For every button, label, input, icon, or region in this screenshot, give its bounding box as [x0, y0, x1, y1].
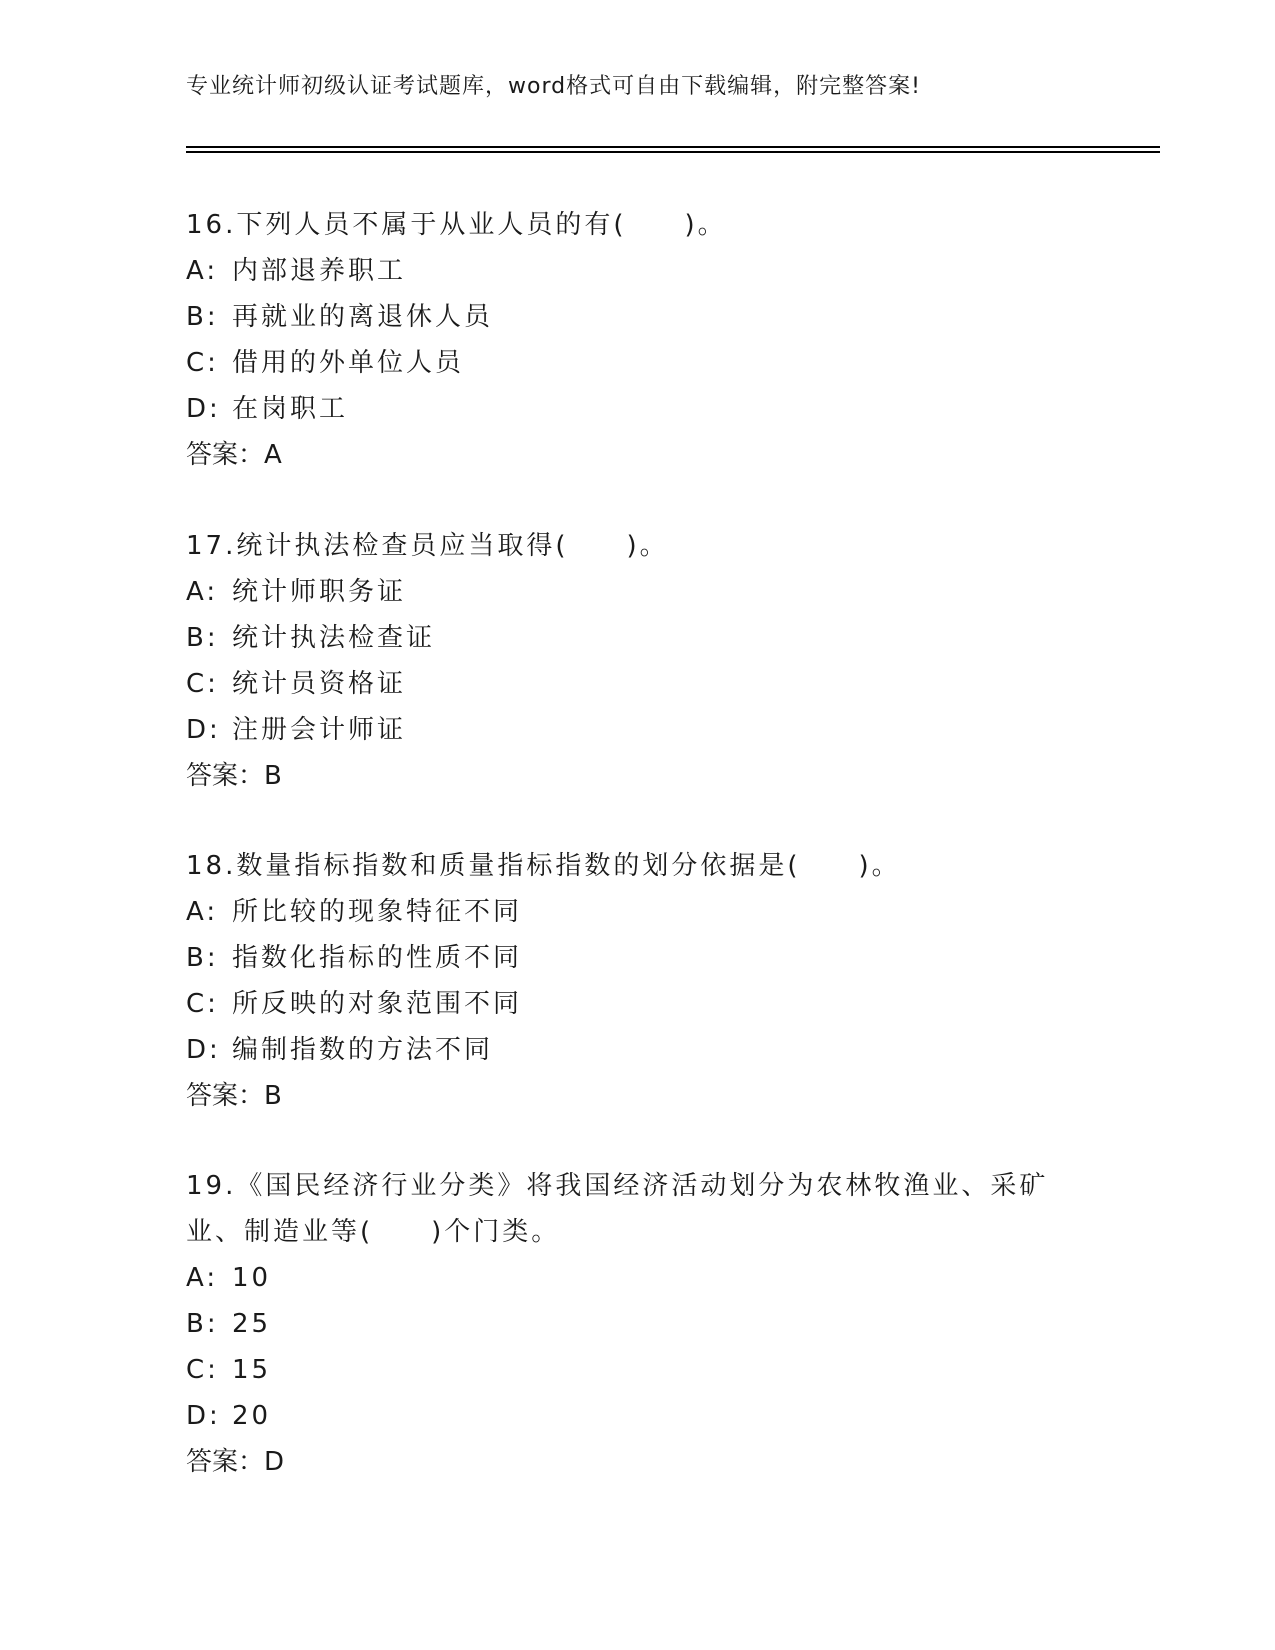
- option-key: D:: [186, 715, 221, 745]
- option-text: 所比较的现象特征不同: [232, 897, 523, 927]
- option-b: [186, 615, 1086, 661]
- question-stem: 17.统计执法检查员应当取得( )。: [186, 531, 669, 561]
- option-b: [186, 294, 1086, 340]
- option-text: 统计执法检查证: [232, 623, 436, 653]
- option-key: C:: [186, 989, 219, 1019]
- option-a: [186, 569, 1086, 615]
- answer-text: 答案：A: [186, 440, 282, 470]
- header-rule-top: [186, 146, 1160, 148]
- option-b: [186, 1301, 1086, 1347]
- question-stem: 18.数量指标指数和质量指标指数的划分依据是( )。: [186, 851, 901, 881]
- option-text: 统计员资格证: [232, 669, 407, 699]
- question-stem: 16.下列人员不属于从业人员的有( )。: [186, 210, 727, 240]
- option-text: 在岗职工: [232, 394, 349, 424]
- option-text: 借用的外单位人员: [232, 348, 465, 378]
- option-text: 内部退养职工: [232, 256, 407, 286]
- option-b: [186, 935, 1086, 981]
- question-16: [186, 202, 1086, 478]
- option-a: [186, 1255, 1086, 1301]
- option-c: [186, 340, 1086, 386]
- option-key: B:: [186, 1309, 219, 1339]
- option-key: B:: [186, 302, 219, 332]
- header-rule-bottom: [186, 151, 1160, 153]
- option-text: 注册会计师证: [232, 715, 407, 745]
- option-key: D:: [186, 1401, 221, 1431]
- option-key: B:: [186, 943, 219, 973]
- answer-text: 答案：B: [186, 1081, 282, 1111]
- question-stem: 19.《国民经济行业分类》将我国经济活动划分为农林牧渔业、采矿业、制造业等( )个门类。: [186, 1171, 1049, 1247]
- option-d: [186, 1393, 1086, 1439]
- option-key: A:: [186, 897, 219, 927]
- option-key: D:: [186, 394, 221, 424]
- option-text: 再就业的离退休人员: [232, 302, 494, 332]
- option-c: [186, 1347, 1086, 1393]
- option-a: [186, 248, 1086, 294]
- option-d: [186, 386, 1086, 432]
- question-19: [186, 1163, 1086, 1485]
- option-text: 所反映的对象范围不同: [232, 989, 523, 1019]
- option-key: C:: [186, 348, 219, 378]
- option-text: 10: [232, 1263, 272, 1293]
- option-key: D:: [186, 1035, 221, 1065]
- question-17: [186, 523, 1086, 799]
- option-key: A:: [186, 1263, 219, 1293]
- option-key: C:: [186, 669, 219, 699]
- option-text: 25: [232, 1309, 272, 1339]
- option-text: 20: [232, 1401, 272, 1431]
- option-text: 指数化指标的性质不同: [232, 943, 523, 973]
- answer-text: 答案：D: [186, 1447, 285, 1477]
- option-key: B:: [186, 623, 219, 653]
- question-18: [186, 843, 1086, 1119]
- option-c: [186, 661, 1086, 707]
- option-a: [186, 889, 1086, 935]
- option-text: 编制指数的方法不同: [232, 1035, 494, 1065]
- option-key: C:: [186, 1355, 219, 1385]
- option-c: [186, 981, 1086, 1027]
- option-key: A:: [186, 256, 219, 286]
- answer-text: 答案：B: [186, 761, 282, 791]
- option-d: [186, 1027, 1086, 1073]
- option-key: A:: [186, 577, 219, 607]
- page-header-text: 专业统计师初级认证考试题库，word格式可自由下载编辑，附完整答案!: [186, 74, 921, 99]
- option-text: 15: [232, 1355, 272, 1385]
- option-d: [186, 707, 1086, 753]
- option-text: 统计师职务证: [232, 577, 407, 607]
